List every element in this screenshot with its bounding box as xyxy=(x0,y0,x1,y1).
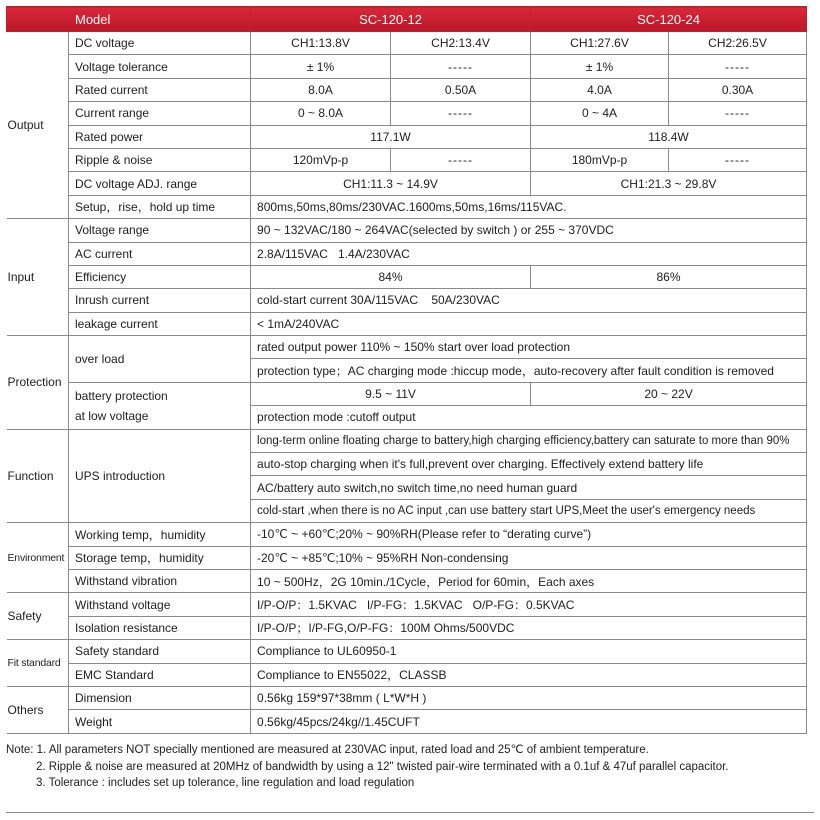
table-row xyxy=(7,686,807,709)
table-row xyxy=(7,219,807,242)
group-input: Input xyxy=(7,219,69,336)
cell: I/P-O/P；I/P-FG,O/P-FG：100M Ohms/500VDC xyxy=(251,616,807,639)
cell: 9.5 ~ 11V xyxy=(251,382,531,405)
cell: 0 ~ 8.0A xyxy=(251,102,391,125)
cell: AC/battery auto switch,no switch time,no need human guard xyxy=(251,476,807,499)
row-label: Current range xyxy=(69,102,251,125)
cell: ----- xyxy=(391,102,531,125)
cell: CH1:21.3 ~ 29.8V xyxy=(531,172,807,195)
row-label: Working temp，humidity xyxy=(69,523,251,546)
cell: I/P-O/P：1.5KVAC I/P-FG：1.5KVAC O/P-FG：0.5KVAC xyxy=(251,593,807,616)
note-1: Note: 1. All parameters NOT specially mentioned are measured at 230VAC input, rated load and 25℃ of ambient temperature. xyxy=(6,744,649,756)
cell: 0.30A xyxy=(669,78,807,101)
note-3: 3. Tolerance : includes set up tolerance, line regulation and load regulation xyxy=(36,777,415,789)
cell: ----- xyxy=(669,55,807,78)
cell: 800ms,50ms,80ms/230VAC.1600ms,50ms,16ms/115VAC. xyxy=(251,195,807,218)
cell: 0 ~ 4A xyxy=(531,102,669,125)
cell: CH1:13.8V xyxy=(251,32,391,55)
cell: ----- xyxy=(391,148,531,171)
cell: 118.4W xyxy=(531,125,807,148)
cell: 10 ~ 500Hz，2G 10min./1Cycle，Period for 60min，Each axes xyxy=(251,569,807,592)
row-label: Storage temp，humidity xyxy=(69,546,251,569)
cell: 0.50A xyxy=(391,78,531,101)
header-model1: SC-120-12 xyxy=(251,7,531,32)
note-2: 2. Ripple & noise are measured at 20MHz of bandwidth by using a 12" twisted pair-wire terminated with a 0.1uf & 47uf parallel capacitor. xyxy=(36,760,729,773)
row-label: UPS introduction xyxy=(69,429,251,523)
table-row xyxy=(7,125,807,148)
row-label: Rated current xyxy=(69,78,251,101)
group-safety: Safety xyxy=(7,593,69,640)
cell: ----- xyxy=(391,55,531,78)
spec-table xyxy=(6,6,807,734)
cell: -10℃ ~ +60℃;20% ~ 90%RH(Please refer to “derating curve”) xyxy=(251,523,807,546)
row-label: DC voltage xyxy=(69,32,251,55)
header-row xyxy=(7,7,807,32)
cell: 8.0A xyxy=(251,78,391,101)
cell: 117.1W xyxy=(251,125,531,148)
row-label: Safety standard xyxy=(69,640,251,663)
cell: ± 1% xyxy=(251,55,391,78)
cell: rated output power 110% ~ 150% start over load protection xyxy=(251,336,807,359)
cell: 20 ~ 22V xyxy=(531,382,807,405)
table-row xyxy=(7,289,807,312)
cell: cold-start ,when there is no AC input ,can use battery start UPS,Meet the user's emergency needs xyxy=(251,499,807,522)
row-label: Withstand voltage xyxy=(69,593,251,616)
cell: -20℃ ~ +85℃;10% ~ 95%RH Non-condensing xyxy=(251,546,807,569)
row-label: EMC Standard xyxy=(69,663,251,686)
cell: 2.8A/115VAC 1.4A/230VAC xyxy=(251,242,807,265)
cell: CH2:13.4V xyxy=(391,32,531,55)
table-row xyxy=(7,78,807,101)
group-others: Others xyxy=(7,686,69,733)
header-model: Model xyxy=(7,7,251,32)
table-row xyxy=(7,616,807,639)
cell: ----- xyxy=(669,102,807,125)
row-label: Dimension xyxy=(69,686,251,709)
row-label: AC current xyxy=(69,242,251,265)
cell: CH1:11.3 ~ 14.9V xyxy=(251,172,531,195)
row-label: Ripple & noise xyxy=(69,148,251,171)
table-row xyxy=(7,710,807,733)
cell: protection type；AC charging mode :hiccup mode，auto-recovery after fault condition is removed xyxy=(251,359,807,382)
cell: ----- xyxy=(669,148,807,171)
cell: CH2:26.5V xyxy=(669,32,807,55)
table-row xyxy=(7,195,807,218)
row-label: battery protection xyxy=(75,388,168,403)
row-label: Voltage tolerance xyxy=(69,55,251,78)
cell: 0.56kg/45pcs/24kg//1.45CUFT xyxy=(251,710,807,733)
table-row xyxy=(7,148,807,171)
row-label: leakage current xyxy=(69,312,251,335)
table-row xyxy=(7,523,807,546)
row-label: over load xyxy=(69,336,251,383)
cell: 180mVp-p xyxy=(531,148,669,171)
table-row xyxy=(7,663,807,686)
table-row xyxy=(7,382,807,405)
cell: CH1:27.6V xyxy=(531,32,669,55)
cell: 120mVp-p xyxy=(251,148,391,171)
table-row xyxy=(7,265,807,288)
cell: auto-stop charging when it's full,prevent over charging. Effectively extend battery life xyxy=(251,453,807,476)
table-row xyxy=(7,429,807,452)
cell: Compliance to EN55022，CLASSB xyxy=(251,663,807,686)
cell: Compliance to UL60950-1 xyxy=(251,640,807,663)
cell: < 1mA/240VAC xyxy=(251,312,807,335)
cell: ± 1% xyxy=(531,55,669,78)
cell: 0.56kg 159*97*38mm ( L*W*H ) xyxy=(251,686,807,709)
table-row xyxy=(7,593,807,616)
row-label: Weight xyxy=(69,710,251,733)
bottom-divider xyxy=(6,812,814,813)
cell: 90 ~ 132VAC/180 ~ 264VAC(selected by switch ) or 255 ~ 370VDC xyxy=(251,219,807,242)
notes xyxy=(6,742,814,792)
row-label: Withstand vibration xyxy=(69,569,251,592)
cell: 86% xyxy=(531,265,807,288)
row-label: Rated power xyxy=(69,125,251,148)
row-label: DC voltage ADJ. range xyxy=(69,172,251,195)
row-label: at low voltage xyxy=(75,408,149,423)
table-row xyxy=(7,32,807,55)
table-row xyxy=(7,55,807,78)
table-row xyxy=(7,569,807,592)
table-row xyxy=(7,312,807,335)
table-row xyxy=(7,546,807,569)
table-row xyxy=(7,336,807,359)
group-protection: Protection xyxy=(7,336,69,430)
row-label: Voltage range xyxy=(69,219,251,242)
row-label: Setup，rise，hold up time xyxy=(69,195,251,218)
table-row xyxy=(7,640,807,663)
cell: 4.0A xyxy=(531,78,669,101)
row-label: Inrush current xyxy=(69,289,251,312)
row-label: Isolation resistance xyxy=(69,616,251,639)
cell: long-term online floating charge to battery,high charging efficiency,battery can saturate to more than 90% xyxy=(251,429,807,452)
row-label-battery xyxy=(69,382,251,429)
table-row xyxy=(7,102,807,125)
table-row xyxy=(7,172,807,195)
cell: cold-start current 30A/115VAC 50A/230VAC xyxy=(251,289,807,312)
cell: protection mode :cutoff output xyxy=(251,406,807,429)
header-model2: SC-120-24 xyxy=(531,7,807,32)
table-row xyxy=(7,242,807,265)
row-label: Efficiency xyxy=(69,265,251,288)
group-output: Output xyxy=(7,32,69,219)
group-function: Function xyxy=(7,429,69,523)
group-fit-standard: Fit standard xyxy=(7,640,69,687)
group-environment: Environment xyxy=(7,523,69,593)
cell: 84% xyxy=(251,265,531,288)
